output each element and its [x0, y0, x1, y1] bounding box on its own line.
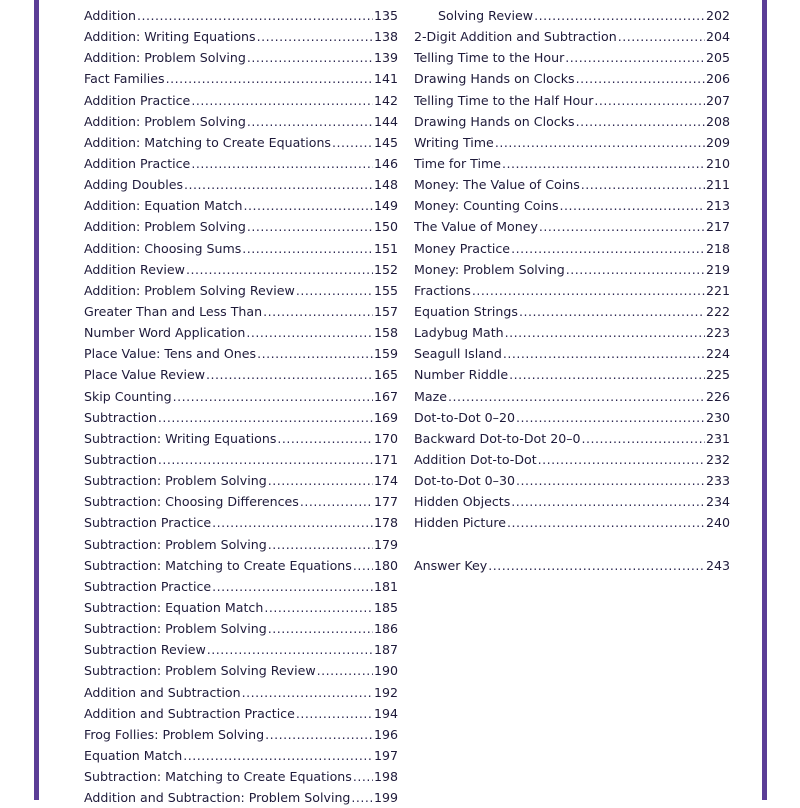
toc-entry-page-number: 170 [373, 430, 398, 446]
toc-entry [414, 195, 730, 216]
toc-entry-page-number: 148 [373, 177, 398, 193]
toc-entry-page-number: 174 [373, 473, 398, 489]
toc-entry-title: Frog Follies: Problem Solving [84, 726, 265, 742]
toc-entry [414, 5, 730, 26]
toc-entry-title: Subtraction Review [84, 642, 206, 658]
toc-leader-dots [516, 410, 705, 425]
toc-entry-page-number: 145 [373, 134, 398, 150]
toc-entry [84, 534, 398, 555]
toc-leader-dots [184, 177, 373, 192]
toc-leader-dots [296, 706, 373, 721]
toc-entry-title: Addition Review [84, 261, 185, 277]
toc-leader-dots [158, 410, 373, 425]
toc-leader-dots [247, 114, 373, 129]
toc-entry-page-number: 221 [705, 282, 730, 298]
toc-leader-dots [565, 50, 705, 65]
toc-entry [84, 703, 398, 724]
toc-entry-page-number: 144 [373, 113, 398, 129]
toc-entry-title: Telling Time to the Hour [414, 50, 565, 66]
toc-leader-dots [618, 29, 705, 44]
toc-entry [84, 639, 398, 660]
toc-entry-title: Hidden Objects [414, 494, 511, 510]
toc-entry [414, 428, 730, 449]
toc-entry-page-number: 213 [705, 198, 730, 214]
toc-entry [84, 555, 398, 576]
toc-entry [84, 132, 398, 153]
toc-entry-title: Addition and Subtraction: Problem Solving [84, 790, 351, 806]
toc-column-right [414, 5, 730, 576]
toc-entry-title: Writing Time [414, 134, 494, 150]
toc-entry [84, 301, 398, 322]
toc-leader-dots [582, 431, 705, 446]
toc-leader-dots [581, 177, 705, 192]
toc-entry [414, 90, 730, 111]
toc-entry-title: Number Word Application [84, 325, 246, 341]
toc-entry-page-number: 199 [373, 790, 398, 806]
toc-leader-dots [183, 748, 373, 763]
toc-leader-dots [268, 537, 373, 552]
toc-entry [84, 745, 398, 766]
toc-entry [414, 68, 730, 89]
toc-leader-dots [566, 262, 705, 277]
toc-entry-page-number: 142 [373, 92, 398, 108]
toc-entry [84, 724, 398, 745]
toc-entry-title: Skip Counting [84, 388, 172, 404]
toc-leader-dots [353, 769, 373, 784]
toc-leader-dots [503, 346, 705, 361]
toc-entry [414, 343, 730, 364]
toc-leader-dots [212, 579, 373, 594]
toc-entry [84, 386, 398, 407]
toc-entry-page-number: 223 [705, 325, 730, 341]
toc-entry-title: Fractions [414, 282, 471, 298]
toc-leader-dots [207, 642, 373, 657]
toc-entry [84, 766, 398, 787]
toc-entry-title: Subtraction [84, 409, 157, 425]
toc-entry-page-number: 209 [705, 134, 730, 150]
toc-entry-page-number: 243 [705, 557, 730, 573]
toc-entry-title: Subtraction: Problem Solving [84, 536, 267, 552]
toc-leader-dots [243, 198, 372, 213]
toc-entry-page-number: 218 [705, 240, 730, 256]
toc-entry-page-number: 135 [373, 8, 398, 24]
toc-entry-title: Addition: Writing Equations [84, 29, 256, 45]
toc-entry-title: Drawing Hands on Clocks [414, 71, 575, 87]
toc-entry [414, 259, 730, 280]
toc-entry [414, 386, 730, 407]
toc-leader-dots [534, 8, 705, 23]
toc-entry-title: Addition: Problem Solving [84, 219, 246, 235]
toc-entry-page-number: 205 [705, 50, 730, 66]
toc-entry-page-number: 240 [705, 515, 730, 531]
toc-leader-dots [511, 494, 705, 509]
toc-leader-dots [516, 473, 705, 488]
toc-entry-title: Money: Counting Coins [414, 198, 559, 214]
toc-entry [84, 111, 398, 132]
toc-entry [84, 280, 398, 301]
toc-entry-page-number: 208 [705, 113, 730, 129]
toc-entry-title: Subtraction: Matching to Create Equations [84, 557, 352, 573]
toc-leader-dots [507, 515, 705, 530]
toc-entry [414, 407, 730, 428]
toc-entry [414, 470, 730, 491]
toc-entry-page-number: 157 [373, 304, 398, 320]
toc-entry [414, 555, 730, 576]
toc-leader-dots [242, 685, 373, 700]
toc-leader-dots [300, 494, 373, 509]
toc-leader-dots [594, 93, 705, 108]
toc-entry-page-number: 185 [373, 600, 398, 615]
toc-entry-page-number: 141 [373, 71, 398, 87]
toc-entry [414, 47, 730, 68]
toc-entry [414, 153, 730, 174]
toc-entry-title: Addition: Equation Match [84, 198, 243, 214]
toc-entry [84, 491, 398, 512]
toc-entry [414, 216, 730, 237]
toc-leader-dots [351, 790, 373, 805]
toc-entry-page-number: 180 [373, 557, 398, 573]
toc-leader-dots [576, 71, 705, 86]
toc-entry-page-number: 207 [705, 92, 730, 108]
toc-entry [84, 195, 398, 216]
toc-entry-title: Time for Time [414, 156, 501, 172]
toc-entry-title: Greater Than and Less Than [84, 304, 263, 320]
toc-entry [84, 238, 398, 259]
toc-entry-page-number: 179 [373, 536, 398, 552]
toc-leader-dots [353, 558, 373, 573]
toc-leader-dots [538, 452, 705, 467]
toc-entry-title: Subtraction [84, 452, 157, 468]
toc-entry-title: 2-Digit Addition and Subtraction [414, 29, 617, 45]
toc-entry-page-number: 186 [373, 621, 398, 637]
toc-leader-dots [246, 325, 373, 340]
toc-entry [84, 787, 398, 808]
toc-entry [84, 26, 398, 47]
toc-entry-title: Place Value: Tens and Ones [84, 346, 257, 362]
toc-entry-title: Backward Dot-to-Dot 20–0 [414, 430, 581, 446]
toc-entry-page-number: 187 [373, 642, 398, 658]
toc-entry-title: The Value of Money [414, 219, 538, 235]
page-border-left [34, 0, 39, 800]
toc-entry-title: Equation Match [84, 747, 183, 763]
toc-entry-title: Money: The Value of Coins [414, 177, 580, 193]
toc-leader-dots [191, 156, 373, 171]
toc-entry-page-number: 192 [373, 684, 398, 700]
toc-entry-title: Number Riddle [414, 367, 509, 383]
toc-entry-title: Subtraction Practice [84, 515, 212, 531]
toc-entry-title: Subtraction: Problem Solving [84, 473, 267, 489]
toc-entry-title: Addition and Subtraction Practice [84, 705, 295, 721]
toc-entry-page-number: 138 [373, 29, 398, 45]
toc-leader-dots [488, 558, 705, 573]
toc-leader-dots [158, 452, 373, 467]
toc-entry-title: Subtraction: Writing Equations [84, 430, 277, 446]
toc-entry [84, 576, 398, 597]
toc-entry [84, 174, 398, 195]
toc-entry-page-number: 194 [373, 705, 398, 721]
toc-entry [84, 322, 398, 343]
toc-entry [84, 449, 398, 470]
toc-entry-title: Subtraction: Problem Solving Review [84, 663, 316, 679]
toc-entry [84, 216, 398, 237]
toc-entry-title: Dot-to-Dot 0–20 [414, 409, 515, 425]
toc-entry-page-number: 198 [373, 769, 398, 785]
toc-entry-page-number: 202 [705, 8, 730, 24]
toc-entry-title: Telling Time to the Half Hour [414, 92, 594, 108]
toc-entry [414, 280, 730, 301]
toc-entry-page-number: 225 [705, 367, 730, 383]
toc-entry-title: Fact Families [84, 71, 165, 87]
toc-entry-title: Addition [84, 8, 137, 24]
toc-leader-dots [539, 219, 705, 234]
toc-entry-title: Adding Doubles [84, 177, 184, 193]
toc-entry-title: Addition: Problem Solving [84, 113, 246, 129]
toc-entry [84, 682, 398, 703]
toc-leader-dots [519, 304, 705, 319]
toc-entry [414, 174, 730, 195]
toc-entry-page-number: 217 [705, 219, 730, 235]
toc-entry [414, 132, 730, 153]
toc-entry-page-number: 197 [373, 747, 398, 763]
toc-entry-page-number: 146 [373, 156, 398, 172]
toc-entry-title: Addition Practice [84, 92, 191, 108]
toc-entry [84, 5, 398, 26]
toc-column-left [84, 5, 398, 808]
toc-entry-title: Hidden Picture [414, 515, 506, 531]
toc-entry-page-number: 206 [705, 71, 730, 87]
toc-leader-dots [505, 325, 705, 340]
toc-entry-page-number: 149 [373, 198, 398, 214]
toc-entry-title: Subtraction Practice [84, 578, 212, 594]
toc-entry-page-number: 233 [705, 473, 730, 489]
toc-entry [414, 26, 730, 47]
toc-entry-title: Addition: Matching to Create Equations [84, 134, 331, 150]
toc-leader-dots [206, 367, 373, 382]
toc-entry-page-number: 159 [373, 346, 398, 362]
toc-entry-title: Subtraction: Problem Solving [84, 621, 267, 637]
toc-entry-page-number: 224 [705, 346, 730, 362]
toc-entry-title: Solving Review [438, 8, 534, 24]
toc-leader-dots [212, 515, 373, 530]
toc-leader-dots [448, 389, 705, 404]
toc-entry-title: Money Practice [414, 240, 511, 256]
toc-entry-title: Dot-to-Dot 0–30 [414, 473, 515, 489]
toc-entry-title: Addition Dot-to-Dot [414, 452, 537, 468]
toc-entry-title: Addition: Choosing Sums [84, 240, 242, 256]
toc-entry [414, 512, 730, 533]
toc-entry-page-number: 232 [705, 452, 730, 468]
toc-entry [84, 90, 398, 111]
toc-entry-page-number: 210 [705, 156, 730, 172]
toc-entry [414, 364, 730, 385]
toc-leader-dots [166, 71, 373, 86]
toc-leader-dots [296, 283, 373, 298]
toc-entry [84, 407, 398, 428]
toc-entry-page-number: 190 [373, 663, 398, 679]
toc-leader-dots [495, 135, 705, 150]
toc-leader-dots [247, 219, 373, 234]
toc-entry-page-number: 171 [373, 452, 398, 468]
toc-entry [84, 512, 398, 533]
toc-leader-dots [137, 8, 373, 23]
toc-leader-dots [277, 431, 373, 446]
toc-entry-page-number: 155 [373, 282, 398, 298]
toc-leader-dots [509, 367, 705, 382]
toc-leader-dots [186, 262, 373, 277]
toc-entry-page-number: 211 [705, 177, 730, 193]
toc-leader-dots [263, 304, 373, 319]
toc-leader-dots [317, 663, 373, 678]
toc-entry-page-number: 167 [373, 388, 398, 404]
toc-entry-title: Ladybug Math [414, 325, 504, 341]
toc-leader-dots [268, 621, 373, 636]
toc-entry-title: Maze [414, 388, 447, 404]
toc-entry-page-number: 158 [373, 325, 398, 341]
toc-entry-page-number: 139 [373, 50, 398, 66]
toc-entry [84, 364, 398, 385]
toc-entry [84, 343, 398, 364]
toc-entry [84, 68, 398, 89]
toc-entry-page-number: 178 [373, 515, 398, 531]
toc-entry [84, 47, 398, 68]
toc-entry-page-number: 226 [705, 388, 730, 404]
toc-entry-title: Drawing Hands on Clocks [414, 113, 575, 129]
toc-entry-title: Addition: Problem Solving Review [84, 282, 295, 298]
toc-entry-title: Addition and Subtraction [84, 684, 241, 700]
toc-entry-page-number: 165 [373, 367, 398, 383]
toc-entry [414, 238, 730, 259]
toc-leader-dots [472, 283, 705, 298]
toc-entry-page-number: 151 [373, 240, 398, 256]
toc-entry [84, 597, 398, 618]
toc-entry-title: Addition: Problem Solving [84, 50, 246, 66]
toc-leader-dots [242, 241, 373, 256]
toc-leader-dots [332, 135, 373, 150]
toc-entry [84, 618, 398, 639]
toc-entry [414, 491, 730, 512]
toc-entry [84, 660, 398, 681]
toc-leader-dots [257, 346, 373, 361]
toc-leader-dots [265, 727, 373, 742]
toc-entry-page-number: 181 [373, 578, 398, 594]
toc-leader-dots [268, 473, 373, 488]
toc-leader-dots [247, 50, 373, 65]
toc-entry-title: Subtraction: Choosing Differences [84, 494, 299, 510]
toc-entry-title: Subtraction: Equation Match [84, 600, 264, 615]
toc-entry [414, 301, 730, 322]
page-border-right [762, 0, 767, 800]
toc-leader-dots [576, 114, 705, 129]
toc-entry-title: Place Value Review [84, 367, 206, 383]
toc-entry-title: Seagull Island [414, 346, 502, 362]
toc-entry-page-number: 234 [705, 494, 730, 510]
toc-entry-title: Answer Key [414, 557, 488, 573]
toc-entry-title: Addition Practice [84, 156, 191, 172]
toc-entry-page-number: 219 [705, 261, 730, 277]
toc-entry-page-number: 177 [373, 494, 398, 510]
toc-leader-dots [257, 29, 373, 44]
toc-entry [84, 153, 398, 174]
toc-leader-dots [264, 600, 373, 615]
toc-entry-page-number: 222 [705, 304, 730, 320]
toc-entry-page-number: 152 [373, 261, 398, 277]
toc-leader-dots [502, 156, 705, 171]
toc-entry [84, 259, 398, 280]
toc-entry-page-number: 169 [373, 409, 398, 425]
toc-entry [414, 449, 730, 470]
toc-entry [414, 322, 730, 343]
toc-entry-page-number: 204 [705, 29, 730, 45]
toc-leader-dots [173, 389, 373, 404]
toc-leader-dots [560, 198, 705, 213]
toc-entry [84, 428, 398, 449]
toc-entry [84, 470, 398, 491]
toc-entry-title: Subtraction: Matching to Create Equations [84, 769, 352, 785]
toc-entry-page-number: 150 [373, 219, 398, 235]
toc-leader-dots [511, 241, 705, 256]
toc-entry-title: Money: Problem Solving [414, 261, 565, 277]
toc-entry-page-number: 196 [373, 726, 398, 742]
toc-entry-title: Equation Strings [414, 304, 518, 320]
toc-entry [414, 111, 730, 132]
toc-leader-dots [191, 93, 373, 108]
toc-entry-page-number: 230 [705, 409, 730, 425]
toc-entry-page-number: 231 [705, 430, 730, 446]
